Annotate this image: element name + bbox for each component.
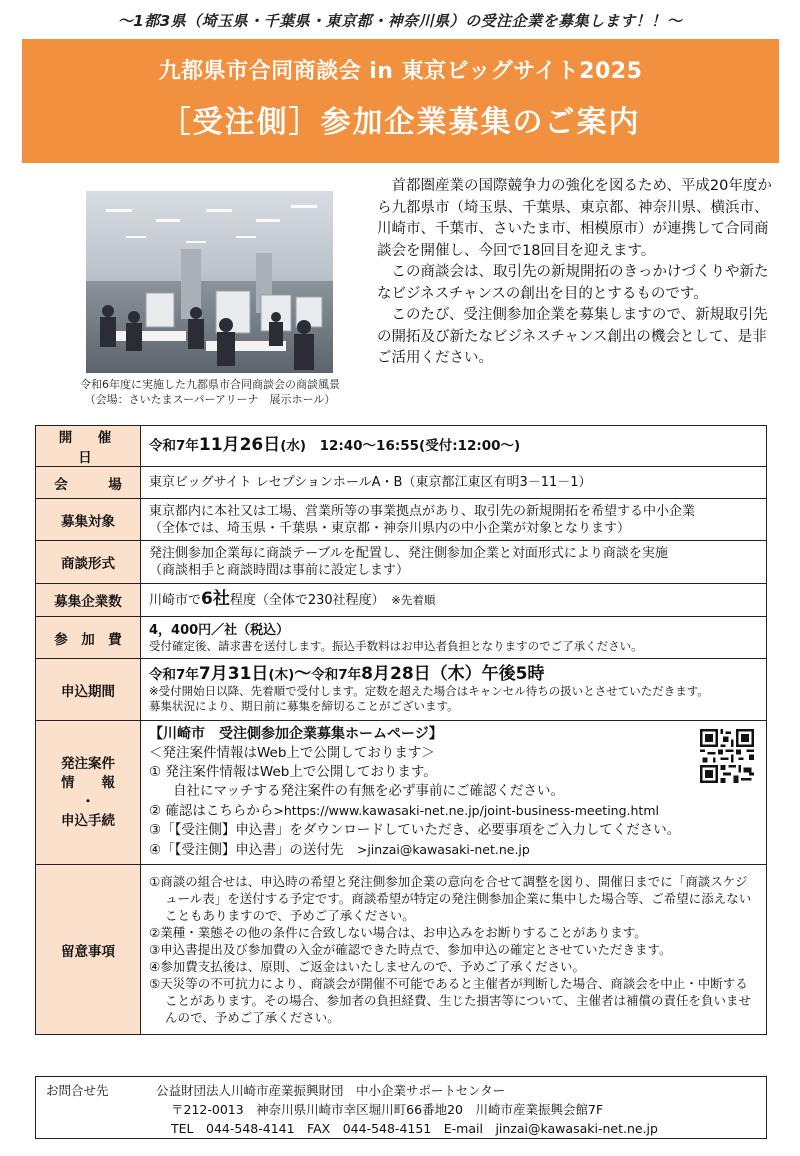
qr-code-icon[interactable] <box>700 729 754 783</box>
value-count: 川崎市で6社程度（全体で230社程度） ※先着順 <box>141 584 767 617</box>
contact-org: 公益財団法人川崎市産業振興財団 中小企業サポートセンター <box>156 1083 506 1098</box>
title-banner <box>22 39 779 163</box>
email-link[interactable]: >jinzai@kawasaki-net.ne.jp <box>356 842 530 857</box>
intro-paragraph: この商談会は、取引先の新規開拓のきっかけづくりや新たなビジネスチャンスの創出を目的とするものです。 <box>377 264 769 302</box>
intro-paragraph: このたび、受注側参加企業を募集しますので、新規取引先の開拓及び新たなビジネスチャンス創出の機会として、是非ご活用ください。 <box>377 307 768 366</box>
note-item: ①商談の組合せは、申込時の希望と発注側参加企業の意向を合せて調整を図り、開催日までに「商談スケジュール表」を送付する予定です。商談希望が特定の発注側参加企業に集中した場合等、ご希望に添えないこともありますので、予めご了承ください。 <box>149 874 752 923</box>
label-date: 開 催 日 <box>36 426 141 467</box>
value-venue: 東京ビッグサイト レセプションホールA・B（東京都江東区有明3－11－1） <box>141 467 767 499</box>
value-period: 令和7年7月31日(木)～令和7年8月28日（木）午後5時 ※受付開始日以降、先着順で受付します。定数を超えた場合はキャンセル待ちの扱いとさせていただきます。 募集状況により、期日前に募集を締切ることがございます。 <box>141 659 767 721</box>
label-venue: 会 場 <box>36 467 141 499</box>
note-item: ②業種・業態その他の条件に合致しない場合は、お申込みをお断りすることがあります。 <box>149 925 647 940</box>
row-fee <box>36 617 767 659</box>
label-format: 商談形式 <box>36 541 141 584</box>
caption-line-2: （会場：さいたまスーパーアリーナ 展示ホール） <box>84 393 336 406</box>
value-notes <box>141 865 767 1035</box>
contact-phone: TEL 044-548-4141 FAX 044-548-4151 E-mail jinzai@kawasaki-net.ne.jp <box>171 1121 658 1136</box>
banner-subtitle: ［受注側］参加企業募集のご案内 <box>160 105 641 140</box>
label-notes: 留意事項 <box>36 865 141 1035</box>
contact-label: お問合せ先 <box>46 1083 109 1098</box>
homepage-title: 【川崎市 受注側参加企業募集ホームページ】 <box>149 726 443 742</box>
row-count <box>36 584 767 617</box>
note-item: ④参加費支払後は、原則、ご返金はいたしませんので、予めご了承ください。 <box>149 959 585 974</box>
label-info: 発注案件 情 報 ・ 申込手続 <box>36 721 141 865</box>
value-target: 東京都内に本社又は工場、営業所等の事業拠点があり、取引先の新規開拓を希望する中小企業 （全体では、埼玉県・千葉県・東京都・神奈川県内の中小企業が対象となります） <box>141 499 767 541</box>
event-info-table <box>35 425 767 1035</box>
row-format <box>36 541 767 584</box>
label-count: 募集企業数 <box>36 584 141 617</box>
event-photo <box>86 191 333 373</box>
photo-caption <box>30 377 390 407</box>
value-fee: 4，400円／社（税込） 受付確定後、請求書を送付します。振込手数料はお申込者負担となりますのでご了承ください。 <box>141 617 767 659</box>
label-fee: 参 加 費 <box>36 617 141 659</box>
intro-paragraph: 首都圏産業の国際競争力の強化を図るため、平成20年度から九都県市（埼玉県、千葉県、東京都、神奈川県、横浜市、川崎市、千葉市、さいたま市、相模原市）が連携して合同商談会を開催し、今回で18回目を迎えます。 <box>377 178 772 259</box>
caption-line-1: 令和6年度に実施した九都県市合同商談会の商談風景 <box>80 378 340 391</box>
contact-address: 〒212-0013 神奈川県川崎市幸区堀川町66番地20 川崎市産業振興会館7F <box>171 1102 604 1117</box>
row-target <box>36 499 767 541</box>
tagline: ～1都3県（埼玉県・千葉県・東京都・神奈川県）の受注企業を募集します！！～ <box>117 12 683 30</box>
event-photo-image <box>86 191 333 373</box>
note-item: ③申込書提出及び参加費の入金が確認できた時点で、参加申込の確定とさせていただきます。 <box>149 942 672 957</box>
note-item: ⑤天災等の不可抗力により、商談会が開催不可能であると主催者が判断した場合、商談会を中止・中断することがあります。その場合、参加者の負担経費、生じた損害等について、主催者は補償の責任を負いませんので、予めご了承ください。 <box>149 976 752 1025</box>
row-venue <box>36 467 767 499</box>
row-date <box>36 426 767 467</box>
row-info <box>36 721 767 865</box>
label-period: 申込期間 <box>36 659 141 721</box>
intro-text <box>377 176 777 370</box>
homepage-link[interactable]: >https://www.kawasaki-net.ne.jp/joint-business-meeting.html <box>273 803 659 818</box>
label-target: 募集対象 <box>36 499 141 541</box>
value-info: 【川崎市 受注側参加企業募集ホームページ】 ＜発注案件情報はWeb上で公開しております＞ ① 発注案件情報はWeb上で公開しております。 自社にマッチする発注案件の有無を必ず事前にご確認ください。 ② 確認はこちらから>https://www.kawasaki-net.ne.jp/joint-business-meeting.html ③「【受注側】申込書」をダウンロードしていただき、必要事項をご入力してください。 ④「【受注側】申込書」の送付先 >jinzai@kawasaki-net.ne.jp <box>141 721 767 865</box>
banner-title: 九都県市合同商談会 in 東京ビッグサイト2025 <box>158 59 643 84</box>
value-format: 発注側参加企業毎に商談テーブルを配置し、発注側参加企業と対面形式により商談を実施 （商談相手と商談時間は事前に設定します） <box>141 541 767 584</box>
contact-box <box>35 1076 767 1139</box>
row-notes <box>36 865 767 1035</box>
value-date: 令和7年11月26日(水) 12:40～16:55(受付:12:00～) <box>141 426 767 467</box>
row-period <box>36 659 767 721</box>
